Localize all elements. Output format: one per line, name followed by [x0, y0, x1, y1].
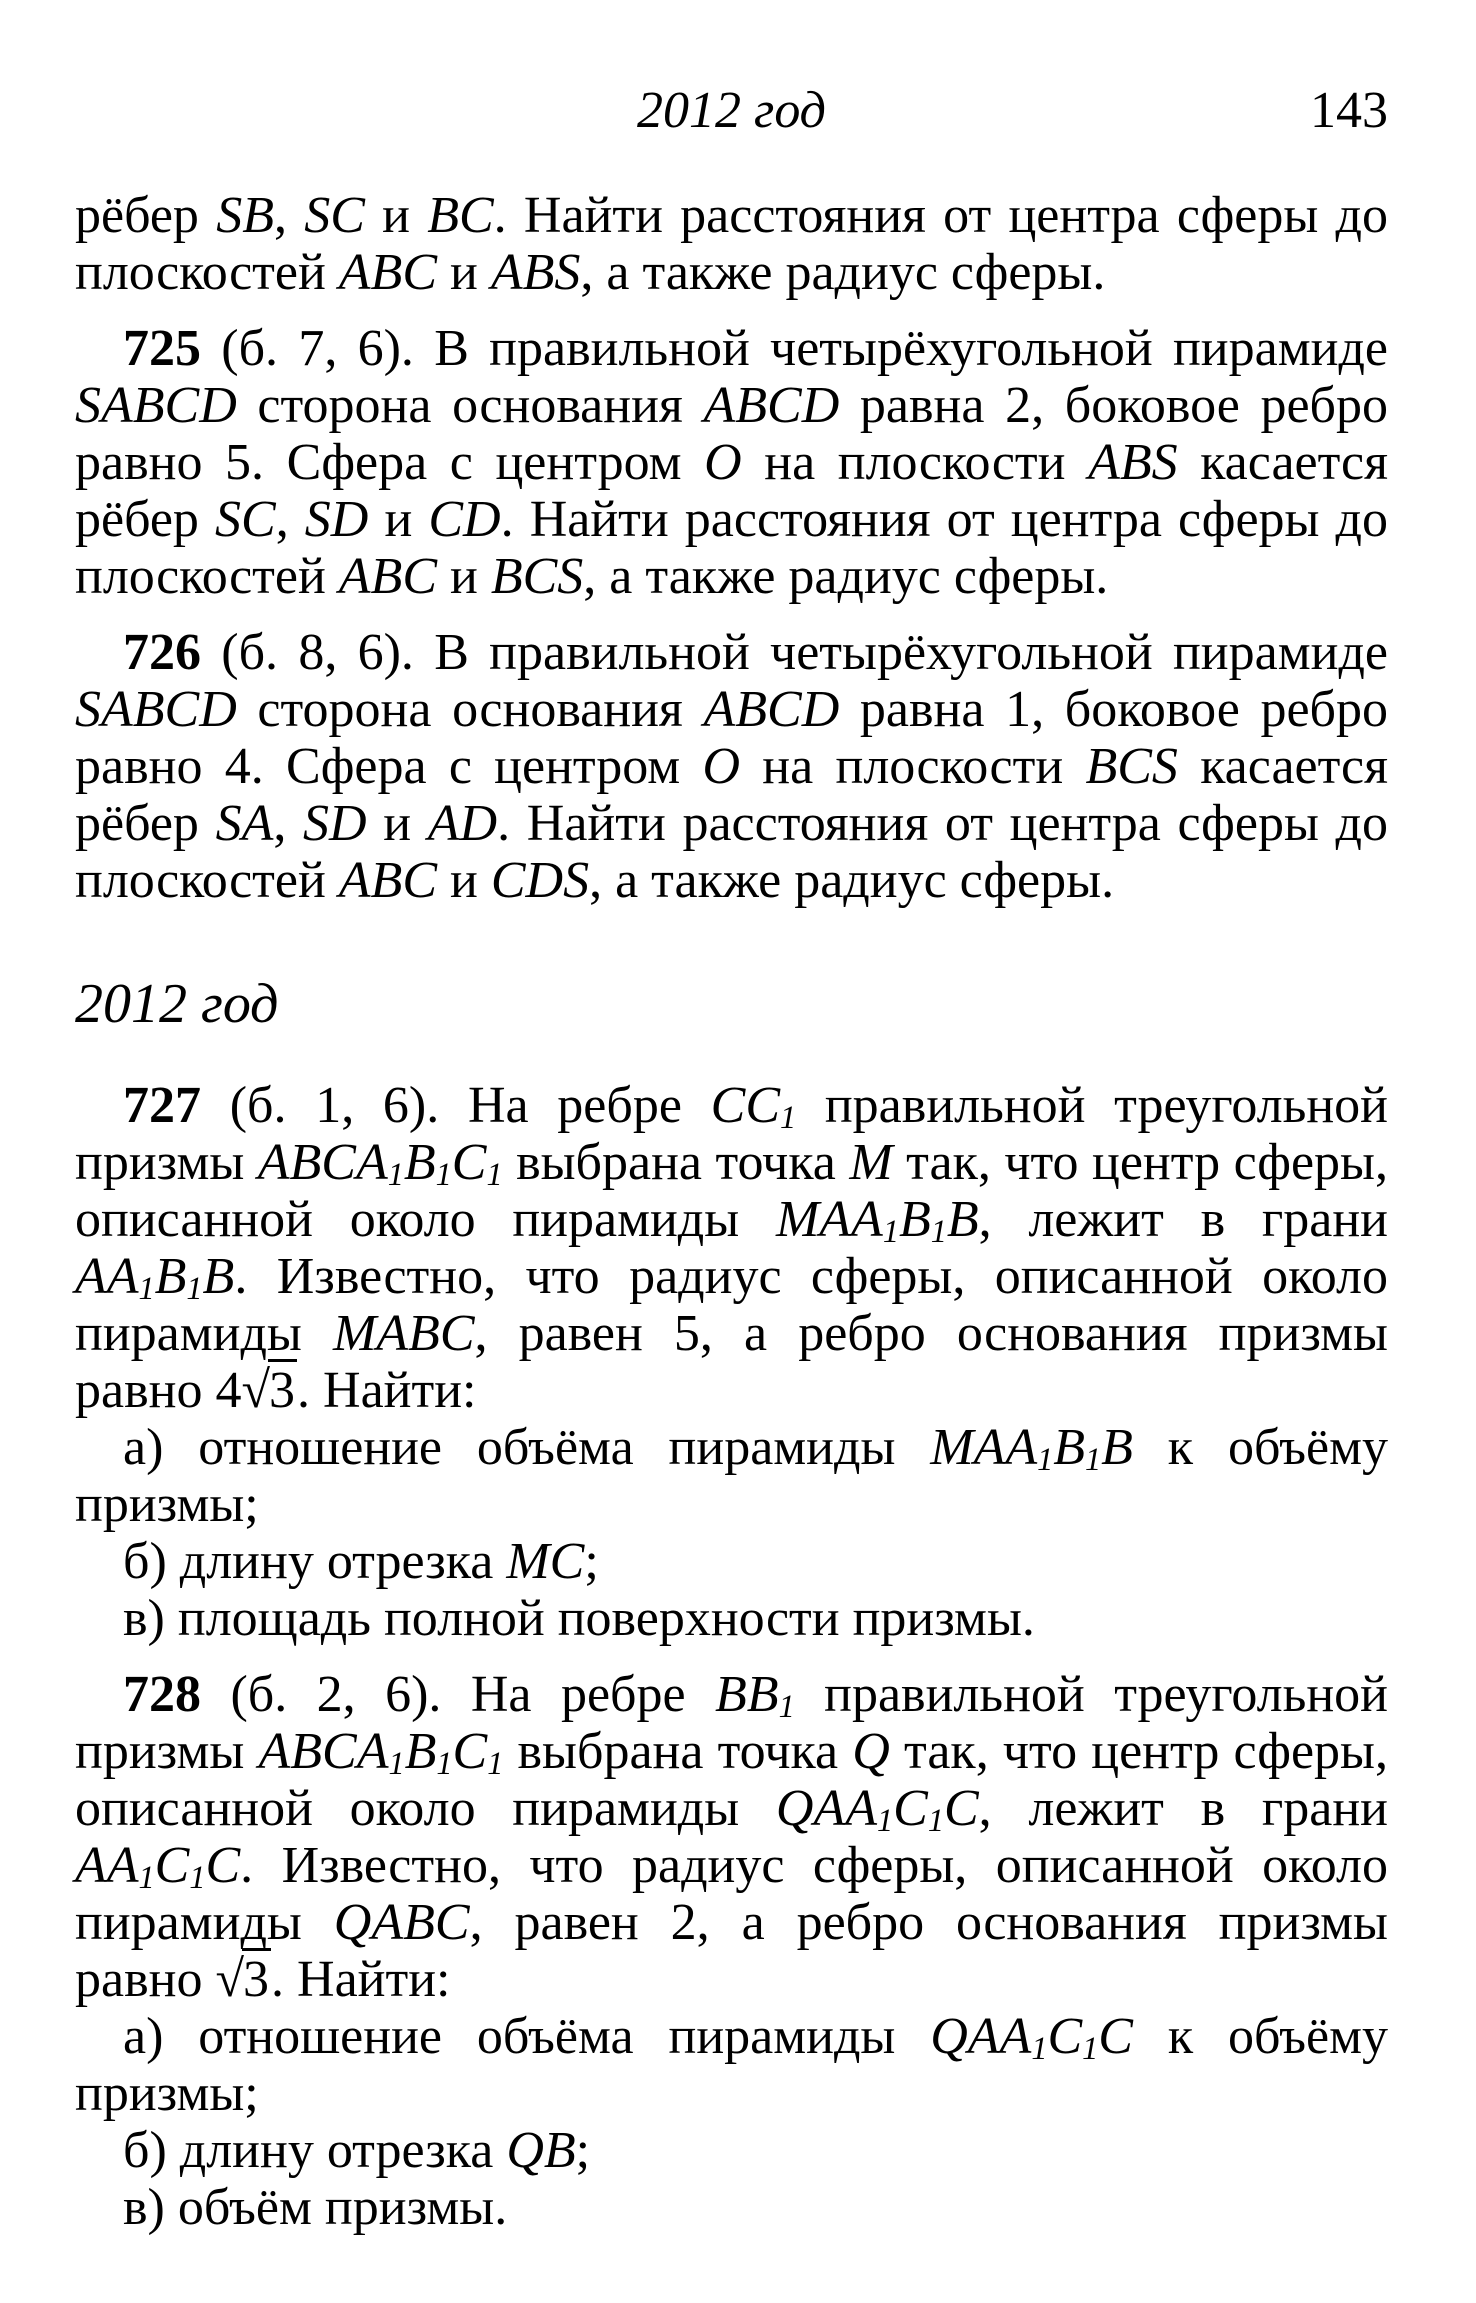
problem-728: 728 (б. 2, 6). На ребре $BB_1$ правильной треугольной призмы $ABCA_1B_1C_1$ выбрана точка Q так, что центр сферы, описанной около пирамиды $QAA_1C_1C$, лежит в грани $AA_1C_1C$. Известно, что радиус сферы, описанной около пирамиды QABC, равен 2, а ребро основания призмы равно √3. Найти: [75, 1666, 1389, 2008]
page-number: 143 [1310, 82, 1388, 139]
math-variable: $AA_1B_1B$ [75, 1248, 235, 1306]
math-variable: O [704, 434, 742, 491]
math-variable: $MAA_1B_1B$ [775, 1191, 979, 1249]
math-variable: $AA_1C_1C$ [75, 1837, 241, 1895]
math-variable: $ABCA_1B_1C_1$ [258, 1723, 504, 1781]
math-variable: ABC [338, 852, 438, 909]
math-variable: ABS [490, 244, 581, 301]
math-variable: SD [303, 795, 367, 852]
math-variable: BCS [1085, 738, 1178, 795]
math-variable: SABCD [75, 681, 237, 738]
math-variable: SA [215, 795, 274, 852]
page-body [75, 187, 1388, 2236]
sqrt-expression [215, 1951, 271, 2008]
math-variable: QB [506, 2122, 576, 2179]
math-variable: SD [304, 491, 369, 548]
math-variable: AD [427, 795, 498, 852]
math-variable: CDS [490, 852, 590, 909]
problem-727-item-v: в) площадь полной поверхности призмы. [123, 1590, 1035, 1647]
problem-number: 727 [123, 1077, 201, 1134]
math-variable: ABC [338, 244, 438, 301]
math-variable: SC [215, 491, 276, 548]
radical-icon: √ [215, 1951, 245, 2008]
math-variable: MC [506, 1533, 585, 1590]
problem-number: 728 [123, 1666, 201, 1723]
math-variable: ABCD [703, 377, 840, 434]
section-heading-2012: 2012 год [75, 973, 279, 1035]
math-variable: SC [304, 187, 365, 244]
math-variable: ABCD [703, 681, 840, 738]
math-variable: $QAA_1C_1C$ [775, 1780, 979, 1838]
problem-728-item-a: а) отношение объёма пирамиды $QAA_1C_1C$ к объёму призмы; [75, 2008, 1388, 2122]
math-variable: ABC [338, 548, 438, 605]
math-variable: BCS [490, 548, 584, 605]
math-variable: $MAA_1B_1B$ [930, 1419, 1133, 1477]
math-variable: M [849, 1134, 893, 1191]
problem-727-item-a: а) отношение объёма пирамиды $MAA_1B_1B$ к объёму призмы; [75, 1419, 1388, 1533]
math-variable: $BB_1$ [715, 1666, 795, 1724]
problem-726: 726 (б. 8, 6). В правильной четырёхугольной пирамиде SABCD сторона основания ABCD равна 1, боковое ребро равно 4. Сфера с центром O на плоскости BCS касается рёбер SA, SD и AD. Найти расстояния от центра сферы до плоскостей ABC и CDS, а также радиус сферы. [75, 624, 1389, 909]
radical-icon: √ [241, 1362, 271, 1419]
math-variable: O [702, 738, 741, 795]
math-variable: CD [428, 491, 501, 548]
math-variable: QABC [333, 1894, 470, 1951]
math-variable: $ABCA_1B_1C_1$ [257, 1134, 503, 1192]
problem-number: 725 [123, 320, 201, 377]
math-variable: BC [427, 187, 494, 244]
math-variable: SABCD [75, 377, 237, 434]
math-variable: SB [216, 187, 274, 244]
running-head: 2012 год [637, 82, 826, 139]
page-header [75, 82, 1388, 139]
radicand: 3 [268, 1359, 297, 1419]
problem-728-item-v: в) объём призмы. [123, 2179, 508, 2236]
problem-727-item-b: б) длину отрезка MC; [123, 1533, 599, 1590]
radicand: 3 [242, 1948, 271, 2008]
problem-725: 725 (б. 7, 6). В правильной четырёхугольной пирамиде SABCD сторона основания ABCD равна 2, боковое ребро равно 5. Сфера с центром O на плоскости ABS касается рёбер SC, SD и CD. Найти расстояния от центра сферы до плоскостей ABC и BCS, а также радиус сферы. [75, 320, 1388, 605]
problem-727: 727 (б. 1, 6). На ребре $CC_1$ правильной треугольной призмы $ABCA_1B_1C_1$ выбрана точка M так, что центр сферы, описанной около пирамиды $MAA_1B_1B$, лежит в грани $AA_1B_1B$. Известно, что радиус сферы, описанной около пирамиды MABC, равен 5, а ребро основания призмы равно 4√3. Найти: [75, 1077, 1388, 1419]
math-variable: $CC_1$ [710, 1077, 797, 1135]
math-variable: $QAA_1C_1C$ [930, 2008, 1133, 2066]
problem-728-item-b: б) длину отрезка QB; [123, 2122, 591, 2179]
problem-number: 726 [123, 624, 201, 681]
sqrt-expression [241, 1362, 297, 1419]
text-column [75, 0, 1388, 2236]
math-variable: MABC [332, 1305, 475, 1362]
math-variable: ABS [1088, 434, 1178, 491]
math-variable: Q [852, 1723, 890, 1780]
paragraph-continuation: рёбер SB, SC и BC. Найти расстояния от центра сферы до плоскостей ABC и ABS, а также радиус сферы. [75, 187, 1389, 301]
